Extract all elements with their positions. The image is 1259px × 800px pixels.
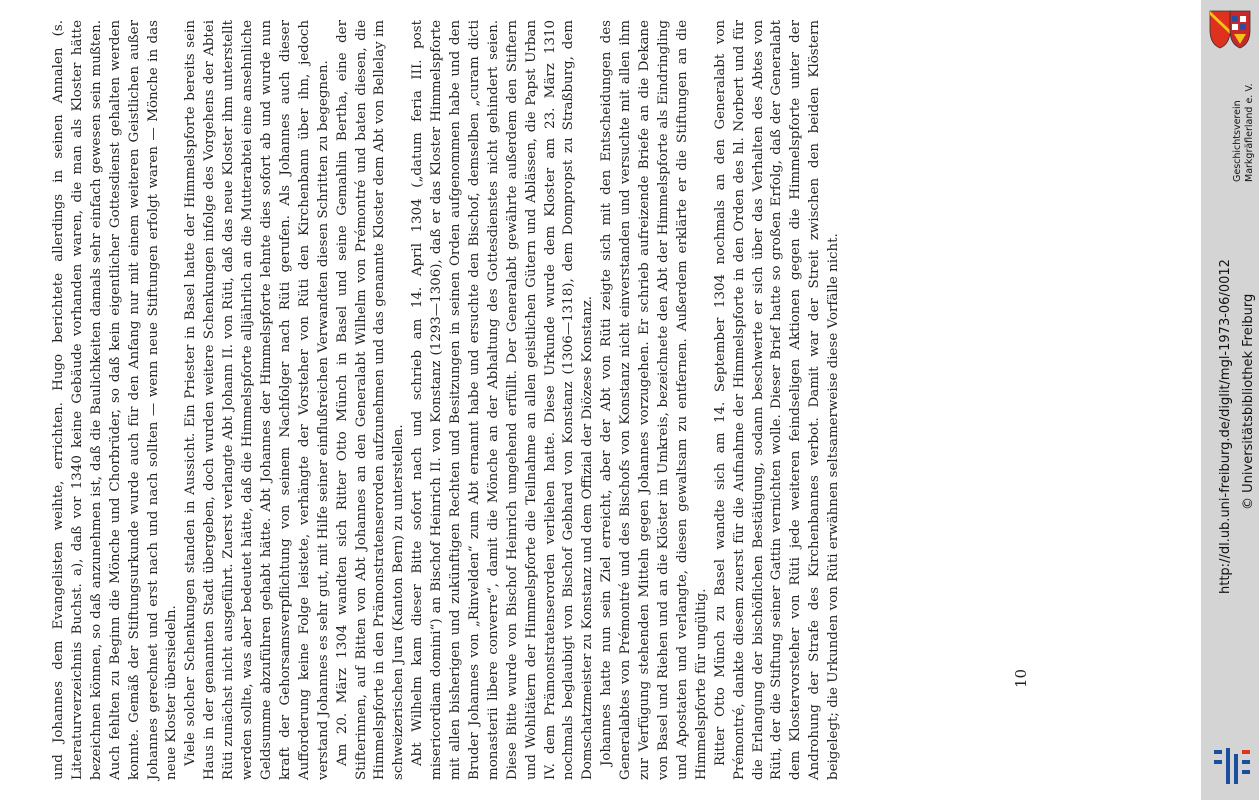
paragraph-5: Johannes hatte nun sein Ziel erreicht, aber der Abt von Rüti zeigte sich mit den Entscheidungen des Generalabtes von Prémontré und des Bischofs von Konstanz nicht einverstanden und versuchte mit allen ihm zur Verfügung stehenden Mitteln gegen Johannes vorzugehen. Er schrieb aufreizende Briefe an die Dekane von Basel und Riehen und an die Klöster im Umkreis, bezeichnete den Abt der Himmelspforte als Eindringling und Apostaten und verlangte, diesen gewaltsam zu entfernen. Außerdem erklärte er die Stiftungen an die Himmelspforte für ungültig.: [599, 20, 709, 780]
paragraph-1: und Johannes dem Evangelisten weihte, errichten. Hugo berichtete allerdings in seinen Annalen (s. Literaturverzeichnis Buchst. a), daß vor 1340 keine Gebäude vorhanden waren, die man als Kloster hätte bezeichnen können, so daß anzunehmen ist, daß die Baulichkeiten damals sehr einfach gewesen sein mußten. Auch fehlten zu Beginn die Mönche und Chorbrüder, so daß kein eigentlicher Gottesdienst gehalten werden konnte. Gemäß der Stiftungsurkunde wurde auch für den Anfang nur mit einem weiteren Geistlichen außer Johannes gerechnet und erst nach und nach sollten — wenn neue Stiftungen erfolgt waren — Mönche in das neue Kloster übersiedeln.: [51, 20, 180, 780]
paragraph-3: Am 20. März 1304 wandten sich Ritter Otto Münch in Basel und seine Gemahlin Bertha, eine der Stifterinnen, auf Bitten von Abt Johannes an den Generalabt Wilhelm von Prémontré und baten diesen, die Himmelspforte in den Prämonstratenserorden aufzunehmen und das genannte Kloster dem Abt von Bellelay im schweizerischen Jura (Kanton Bern) zu unterstellen.: [334, 20, 407, 780]
source-url-link[interactable]: http://dl.ub.uni-freiburg.de/diglit/mgl-1973-06/0012: [1218, 259, 1233, 594]
page-number: 10: [1012, 668, 1030, 688]
page-body-text: [50, 20, 1150, 780]
paragraph-6: Ritter Otto Münch zu Basel wandte sich am 14. September 1304 nochmals an den Generalabt von Prémontré, dankte diesem zuerst für die Aufnahme der Himmelspforte in den Orden des hl. Norbert und für die Erlangung der bischöflichen Bestätigung, sodann beschwerte er sich über das Verhalten des Abtes von Rüti, der die Stiftung seiner Gattin vernichten wolle. Dieser Brief hatte so großen Erfolg, daß der Generalabt dem Klostervorsteher von Rüti jede weiteren feindseligen Aktionen gegen die Himmelspforte unter der Androhung der Strafe des Kirchenbannes verbot. Damit war der Streit zwischen den beiden Klöstern beigelegt; die Urkunden von Rüti erwähnen seltsamerweise diese Vorfälle nicht.: [712, 20, 842, 780]
society-name-line2: Markgräflerland e. V.: [1244, 83, 1255, 182]
copyright-notice: © Universitätsbibliothek Freiburg: [1241, 293, 1256, 510]
paragraph-2: Viele solcher Schenkungen standen in Aussicht. Ein Priester in Basel hatte der Himmelspforte bereits sein Haus in der genannten Stadt übergeben, doch wurden weitere Schenkungen infolge des Vorgehens der Abtei Rüti zunächst nicht ausgeführt. Zuerst verlangte Abt Johann II. von Rüti, daß das neue Kloster ihm unterstellt werden sollte, was aber bedeutet hätte, daß die Himmelspforte alljährlich an die Mutterabtei eine ansehnliche Geldsumme abzuführen gehabt hätte. Abt Johannes der Himmelspforte lehnte dies sofort ab und wurde nun kraft der Gehorsamsverpflichtung von seinem Nachfolger nach Rüti gerufen. Als Johannes auch dieser Aufforderung keine Folge leistete, verhängte der Vorsteher von Rüti den Kirchenbann über ihn, jedoch verstand Johannes es sehr gut, mit Hilfe seiner einflußreichen Verwandten diesen Schritten zu begegnen.: [183, 20, 331, 780]
society-name-line1: Geschichtsverein: [1232, 100, 1243, 182]
paragraph-4: Abt Wilhelm kam dieser Bitte sofort nach und schrieb am 14. April 1304 („datum feria III. post misericordiam domini“) an Bischof Heinrich II. von Konstanz (1293—1306), daß er das Kloster Himmelspforte mit allen bisherigen und zukünftigen Rechten und Besitzungen in seinen Orden aufgenommen habe und den Bruder Johannes von „Rinvelden“ zum Abt ernannt habe und ersuchte den Bischof, demselben „curam dicti monasterii libere converre“, damit die Mönche an der Abhaltung des Gottesdienstes nicht gehindert seien. Diese Bitte wurde von Bischof Heinrich umgehend erfüllt. Der Generalabt gewährte außerdem den Stiftern und Wohltätern der Himmelspforte die Teilnahme an allen geistlichen Gütern und Ablässen, die Papst Urban IV. dem Prämonstratenserorden verliehen hatte. Diese Urkunde wurde dem Kloster am 23. März 1310 nochmals beglaubigt von Bischof Gebhard von Konstanz (1306—1318), dem Dompropst zu Straßburg, dem Domschatzmeister zu Konstanz und dem Offizial der Diözese Konstanz.: [410, 20, 596, 780]
coat-of-arms-icon: [1207, 8, 1253, 50]
university-library-logo-icon: [1212, 748, 1252, 784]
